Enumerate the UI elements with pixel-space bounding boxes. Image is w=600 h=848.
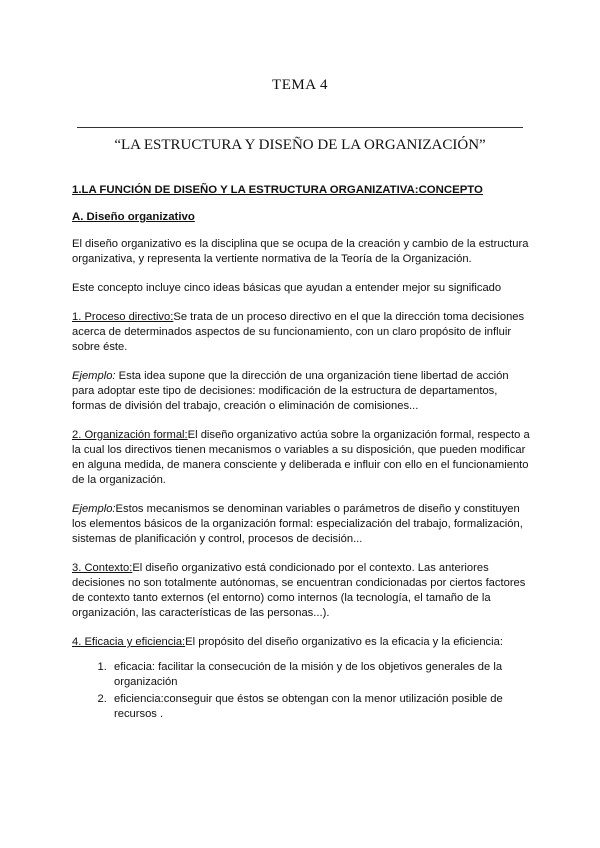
section-heading: 1.LA FUNCIÓN DE DISEÑO Y LA ESTRUCTURA ORGANIZATIVA:CONCEPTO <box>72 184 483 196</box>
idea-4-label: 4. Eficacia y eficiencia: <box>72 636 186 648</box>
example-2-label: Ejemplo: <box>72 503 116 515</box>
example-1-label: Ejemplo: <box>72 370 116 382</box>
idea-2-label: 2. Organización formal: <box>72 429 188 441</box>
idea-2-paragraph <box>72 428 534 488</box>
intro-paragraph-1: El diseño organizativo es la disciplina que se ocupa de la creación y cambio de la estructura organizativa, y representa la vertiente normativa de la Teoría de la Organización. <box>72 238 529 265</box>
subsection-heading: A. Diseño organizativo <box>72 211 195 223</box>
idea-3-label: 3. Contexto: <box>72 562 133 574</box>
idea-3-text: El diseño organizativo está condicionado por el contexto. Las anteriores decisiones no son totalmente autónomas, se encuentran condicionadas por ciertos factores de contexto tanto externos (el entorno) como internos (la tecnología, el tamaño de la organización, las características de las personas...). <box>72 562 526 619</box>
intro-paragraph-2: Este concepto incluye cinco ideas básicas que ayudan a entender mejor su significado <box>72 282 502 294</box>
idea-2-text: El diseño organizativo actúa sobre la organización formal, respecto a la cual los directivos tienen mecanismos o variables a su disposición, que pueden modificar en alguna medida, de manera consciente y deliberada e influir con ello en el funcionamiento de la organización. <box>72 429 530 486</box>
title-divider <box>77 127 523 128</box>
idea-1-label: 1. Proceso directivo: <box>72 311 174 323</box>
document-title: “LA ESTRUCTURA Y DISEÑO DE LA ORGANIZACIÓN” <box>114 137 486 153</box>
idea-4-text: El propósito del diseño organizativo es la eficacia y la eficiencia: <box>185 636 503 648</box>
example-2-paragraph <box>72 502 534 547</box>
efficiency-list <box>72 660 534 722</box>
idea-1-paragraph <box>72 310 534 355</box>
example-2-text: Estos mecanismos se denominan variables o parámetros de diseño y constituyen los elementos básicos de la organización formal: especialización del trabajo, formalización, sistemas de planificación y control, procesos de decisión... <box>72 503 523 545</box>
idea-4-paragraph <box>72 635 534 650</box>
idea-1-text: Se trata de un proceso directivo en el que la dirección toma decisiones acerca de determinados aspectos de su funcionamiento, con un claro propósito de influir sobre éste. <box>72 311 525 353</box>
example-1-text: Esta idea supone que la dirección de una organización tiene libertad de acción para adoptar este tipo de decisiones: modificación de la estructura de departamentos, formas de división del trabajo, creación o eliminación de comisiones... <box>72 370 509 412</box>
chapter-number: TEMA 4 <box>272 77 328 93</box>
document-body <box>72 183 534 724</box>
list-item: 1. eficacia: facilitar la consecución de la misión y de los objetivos generales de la organización <box>110 660 534 690</box>
list-item: 2. eficiencia:conseguir que éstos se obtengan con la menor utilización posible de recursos . <box>110 692 534 722</box>
example-1-paragraph <box>72 369 534 414</box>
idea-3-paragraph <box>72 561 534 621</box>
